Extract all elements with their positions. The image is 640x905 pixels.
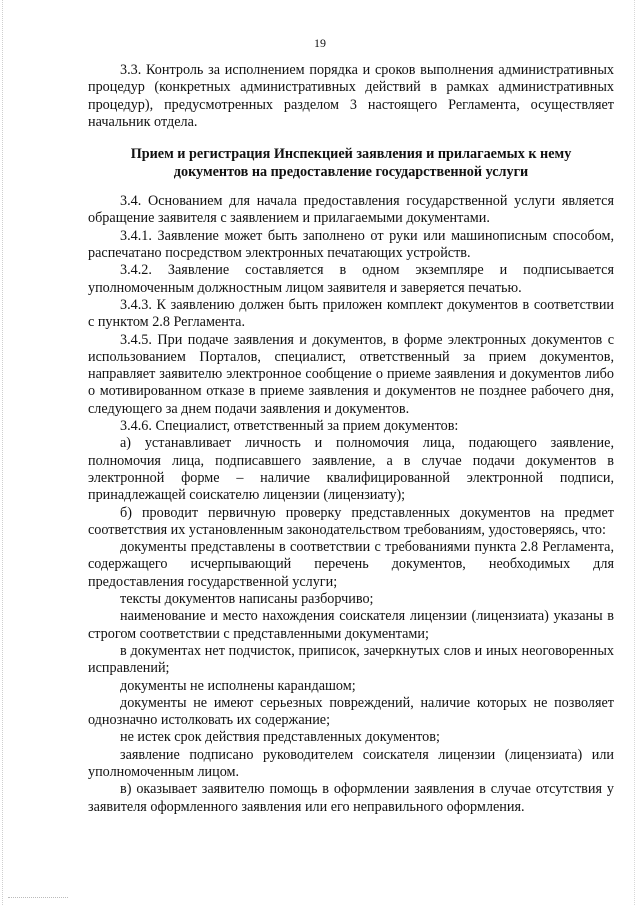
section-heading: Прием и регистрация Инспекцией заявления и прилагаемых к нему документов на предоставление государственной услуги <box>130 146 572 181</box>
scan-edge-left <box>2 0 4 905</box>
page-number: 19 <box>314 36 326 50</box>
check-item: тексты документов написаны разборчиво; <box>120 591 374 608</box>
check-item: документы не имеют серьезных повреждений, наличие которых не позволяет однозначно истолковать их содержание; <box>88 694 614 729</box>
document-body <box>88 62 614 816</box>
paragraph-3-4: 3.4. Основанием для начала предоставления государственной услуги является обращение заявителя с заявлением и прилагаемыми документами. <box>88 193 614 227</box>
item-a: а) устанавливает личность и полномочия лица, подающего заявление, полномочия лица, подписавшего заявление, а в случае подачи документов в электронной форме – наличие квалифицированной электронной подписи, принадлежащей соискателю лицензии (лицензиату); <box>88 435 614 504</box>
paragraph-3-4-2: 3.4.2. Заявление составляется в одном экземпляре и подписывается уполномоченным должностным лицом заявителя и заверяется печатью. <box>88 262 614 296</box>
scan-edge-right <box>634 0 636 905</box>
paragraph-3-4-5: 3.4.5. При подаче заявления и документов, в форме электронных документов с использованием Порталов, специалист, ответственный за прием документов, направляет заявителю электронное сообщение о приеме заявления и документов либо о мотивированном отказе в приеме заявления и документов не позднее рабочего дня, следующего за днем подачи заявления и документов. <box>88 331 614 417</box>
check-item: в документах нет подчисток, приписок, зачеркнутых слов и иных неоговоренных исправлений; <box>88 642 614 677</box>
item-b: б) проводит первичную проверку представленных документов на предмет соответствия их установленным законодательством требованиям, удостоверяясь, что: <box>88 504 614 538</box>
paragraph-3-4-1: 3.4.1. Заявление может быть заполнено от руки или машинописным способом, распечатано посредством электронных печатающих устройств. <box>88 227 614 262</box>
check-item: не истек срок действия представленных документов; <box>120 729 440 746</box>
paragraph-3-4-6: 3.4.6. Специалист, ответственный за прием документов: <box>120 418 459 435</box>
item-v: в) оказывает заявителю помощь в оформлении заявления в случае отсутствия у заявителя оформленного заявления или его неправильного оформления. <box>88 781 614 815</box>
check-item: наименование и место нахождения соискателя лицензии (лицензиата) указаны в строгом соответствии с представленными документами; <box>88 608 614 642</box>
scan-foot-mark <box>8 897 68 899</box>
check-item: заявление подписано руководителем соискателя лицензии (лицензиата) или уполномоченным лицом. <box>88 746 614 780</box>
paragraph-3-3: 3.3. Контроль за исполнением порядка и сроков выполнения административных процедур (конкретных административных действий в рамках административных процедур), предусмотренных разделом 3 настоящего Регламента, осуществляет начальник отдела. <box>88 62 614 130</box>
check-item: документы не исполнены карандашом; <box>120 677 356 694</box>
check-item: документы представлены в соответствии с требованиями пункта 2.8 Регламента, содержащего исчерпывающий перечень документов, необходимых для предоставления государственной услуги; <box>88 539 614 590</box>
paragraph-3-4-3: 3.4.3. К заявлению должен быть приложен комплект документов в соответствии с пунктом 2.8 Регламента. <box>88 296 614 331</box>
